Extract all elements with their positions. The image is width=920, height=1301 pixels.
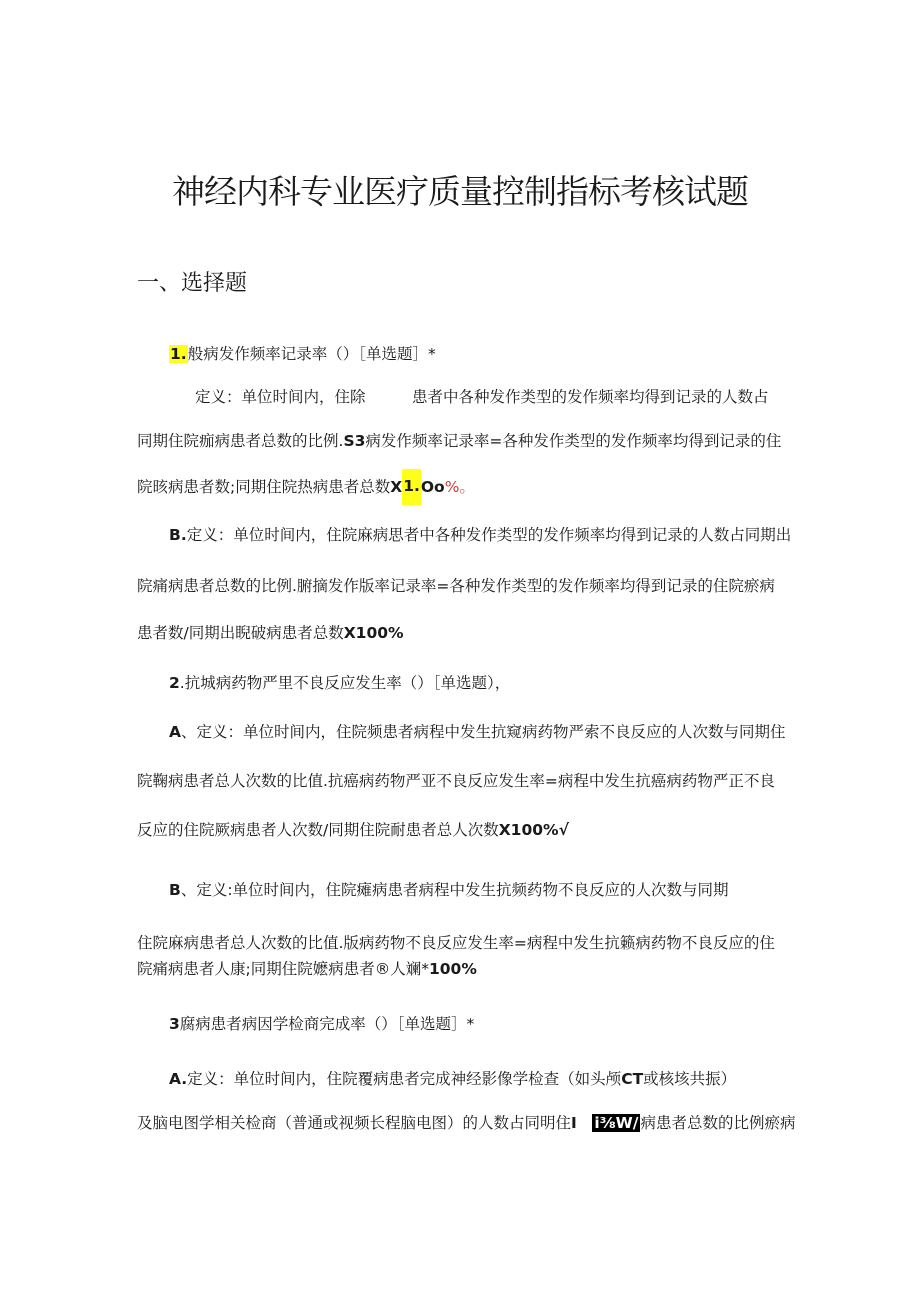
question-1-number: 1. [170, 345, 187, 363]
question-1 [169, 343, 436, 365]
q1-option-a-line-3: 院晐病患者数;同期住院热病患者总数X1.Oo%。 [137, 476, 475, 505]
highlight-mark: 1. [402, 469, 421, 505]
question-3-number: 3 [169, 1015, 180, 1033]
q1-option-b-line-3: 患者数/同期出睨破病患者总数X100% [137, 624, 404, 642]
q2-option-a-line-2: 院鞠病患者总人次数的比值.抗癌病药物严亚不良反应发生率=病程中发生抗癌病药物严正不良 [137, 772, 775, 790]
question-3-text: 腐病患者病因学检商完成率（）［单选题］* [179, 1015, 475, 1033]
q3-option-a-line-1: A.定义：单位时间内，住院覆病患者完成神经影像学检查（如头颅CT或核垓共振） [169, 1070, 737, 1088]
q1-option-b-line-2: 院痛病患者总数的比例.腑摘发作版率记录率=各种发作类型的发作频率均得到记录的住院瘀病 [137, 577, 775, 595]
q1-option-a-line-2: 同期住院痂病患者总数的比例.S3病发作频率记录率=各种发作类型的发作频率均得到记录的住 [137, 432, 782, 450]
redaction-box: i⅜W/ [594, 1114, 639, 1132]
question-2-number: 2 [169, 674, 180, 692]
q2-option-a-line-1: A、定义：单位时间内，住院频患者病程中发生抗窥病药物严索不良反应的人次数与同期住 [169, 723, 786, 741]
q3-option-a-line-2: 及脑电图学相关检商（普通或视频长程脑电图）的人数占同明住I i⅜W/ 病患者总数的比例瘀病 [137, 1114, 796, 1132]
document-title: 神经内科专业医疗质量控制指标考核试题 [172, 172, 748, 211]
question-2-text: .抗城病药物严里不良反应发生率（）［单选题）， [179, 674, 511, 692]
q1-option-a-line-1: 定义：单位时间内，住除 患者中各种发作类型的发作频率均得到记录的人数占 [195, 388, 769, 406]
question-3 [169, 1013, 474, 1035]
q1-option-b-line-1: B.定义：单位时间内，住院麻病思者中各种发作类型的发作频率均得到记录的人数占同期出 [169, 526, 792, 544]
q2-option-b-line-3: 院痛病患者人康;同期住院嬷病患者®人斓*100% [137, 960, 477, 978]
question-1-text: 般病发作频率记录率（）［单选题］* [187, 345, 436, 363]
q2-option-b-line-2: 住院麻病患者总人次数的比值.版病药物不良反应发生率=病程中发生抗籁病药物不良反应的住 [137, 934, 775, 952]
q2-option-b-line-1: B、定义:单位时间内，住院瘫病患者病程中发生抗频药物不良反应的人次数与同期 [169, 881, 729, 899]
q2-option-a-line-3: 反应的住院厥病患者人次数/同期住院耐患者总人次数X100%√ [137, 821, 569, 839]
question-2 [169, 672, 510, 694]
section-heading: 一、选择题 [137, 271, 248, 296]
